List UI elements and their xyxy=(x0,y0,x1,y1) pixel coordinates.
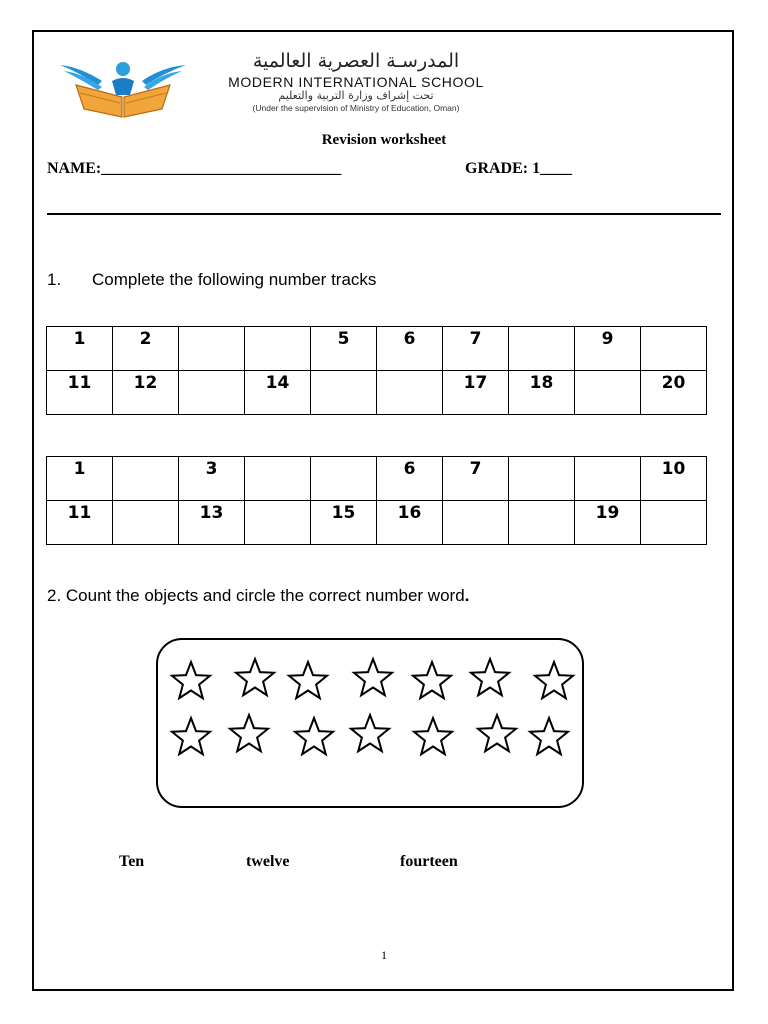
star-outline-icon xyxy=(535,662,573,698)
star-outline-icon xyxy=(295,718,333,754)
track-cell: 11 xyxy=(47,501,113,545)
worksheet-title: Revision worksheet xyxy=(321,132,447,148)
track-cell: 10 xyxy=(641,457,707,501)
track-cell: 20 xyxy=(641,371,707,415)
star-outline-icon xyxy=(236,659,274,695)
star-outline-icon xyxy=(414,718,452,754)
school-logo-icon xyxy=(58,55,188,119)
track-cell: 15 xyxy=(311,501,377,545)
school-supervision: (Under the supervision of Ministry of Education, Oman) xyxy=(252,103,460,113)
star-outline-icon xyxy=(172,718,210,754)
track-cell-blank[interactable] xyxy=(113,457,179,501)
track-cell: 14 xyxy=(245,371,311,415)
track-cell: 6 xyxy=(377,327,443,371)
track-cell: 1 xyxy=(47,327,113,371)
track-cell: 11 xyxy=(47,371,113,415)
track-row xyxy=(47,457,707,501)
track-cell-blank[interactable] xyxy=(641,501,707,545)
question-2-text: 2. Count the objects and circle the correct number word xyxy=(47,586,465,605)
page-number: 1 xyxy=(381,948,387,962)
choice-fourteen[interactable]: fourteen xyxy=(400,853,458,870)
track-cell: 7 xyxy=(443,327,509,371)
track-cell-blank[interactable] xyxy=(443,501,509,545)
header-divider xyxy=(47,213,721,215)
track-cell-blank[interactable] xyxy=(245,457,311,501)
track-row xyxy=(47,501,707,545)
star-outline-icon xyxy=(354,659,392,695)
track-cell-blank[interactable] xyxy=(575,457,641,501)
track-row xyxy=(47,371,707,415)
school-name-arabic: المدرسـة العصرية العالمية xyxy=(252,50,460,72)
question-1 xyxy=(47,270,376,290)
track-cell-blank[interactable] xyxy=(179,371,245,415)
track-cell-blank[interactable] xyxy=(245,501,311,545)
track-cell: 18 xyxy=(509,371,575,415)
track-cell-blank[interactable] xyxy=(245,327,311,371)
number-track-2 xyxy=(46,456,707,545)
star-outline-icon xyxy=(478,715,516,751)
school-name: MODERN INTERNATIONAL SCHOOL xyxy=(228,74,484,90)
name-field: NAME:______________________________ xyxy=(47,160,342,177)
track-cell: 7 xyxy=(443,457,509,501)
star-outline-icon xyxy=(530,718,568,754)
question-2-period: . xyxy=(464,586,470,605)
school-subtitle-arabic: تحت إشراف وزارة التربية والتعليم xyxy=(278,89,434,102)
track-cell: 9 xyxy=(575,327,641,371)
track-cell-blank[interactable] xyxy=(575,371,641,415)
star-outline-icon xyxy=(289,662,327,698)
question-1-number: 1. xyxy=(47,270,62,289)
track-cell-blank[interactable] xyxy=(509,501,575,545)
star-outline-icon xyxy=(230,715,268,751)
question-1-text: Complete the following number tracks xyxy=(92,270,377,289)
track-row xyxy=(47,327,707,371)
stars-group xyxy=(158,640,581,805)
choice-twelve[interactable]: twelve xyxy=(246,853,290,870)
track-cell: 13 xyxy=(179,501,245,545)
stars-panel xyxy=(156,638,584,808)
choice-ten[interactable]: Ten xyxy=(119,853,145,870)
track-cell: 17 xyxy=(443,371,509,415)
track-cell: 19 xyxy=(575,501,641,545)
track-cell-blank[interactable] xyxy=(641,327,707,371)
track-cell-blank[interactable] xyxy=(113,501,179,545)
track-cell: 1 xyxy=(47,457,113,501)
track-cell-blank[interactable] xyxy=(509,327,575,371)
track-cell-blank[interactable] xyxy=(179,327,245,371)
track-cell: 2 xyxy=(113,327,179,371)
star-outline-icon xyxy=(413,662,451,698)
star-outline-icon xyxy=(351,715,389,751)
track-cell-blank[interactable] xyxy=(311,457,377,501)
track-cell: 6 xyxy=(377,457,443,501)
track-cell-blank[interactable] xyxy=(509,457,575,501)
track-cell-blank[interactable] xyxy=(311,371,377,415)
track-cell-blank[interactable] xyxy=(377,371,443,415)
track-cell: 5 xyxy=(311,327,377,371)
grade-field: GRADE: 1____ xyxy=(465,160,573,177)
track-cell: 16 xyxy=(377,501,443,545)
track-cell: 12 xyxy=(113,371,179,415)
question-2 xyxy=(47,586,469,606)
number-track-1 xyxy=(46,326,707,415)
star-outline-icon xyxy=(471,659,509,695)
track-cell: 3 xyxy=(179,457,245,501)
star-outline-icon xyxy=(172,662,210,698)
